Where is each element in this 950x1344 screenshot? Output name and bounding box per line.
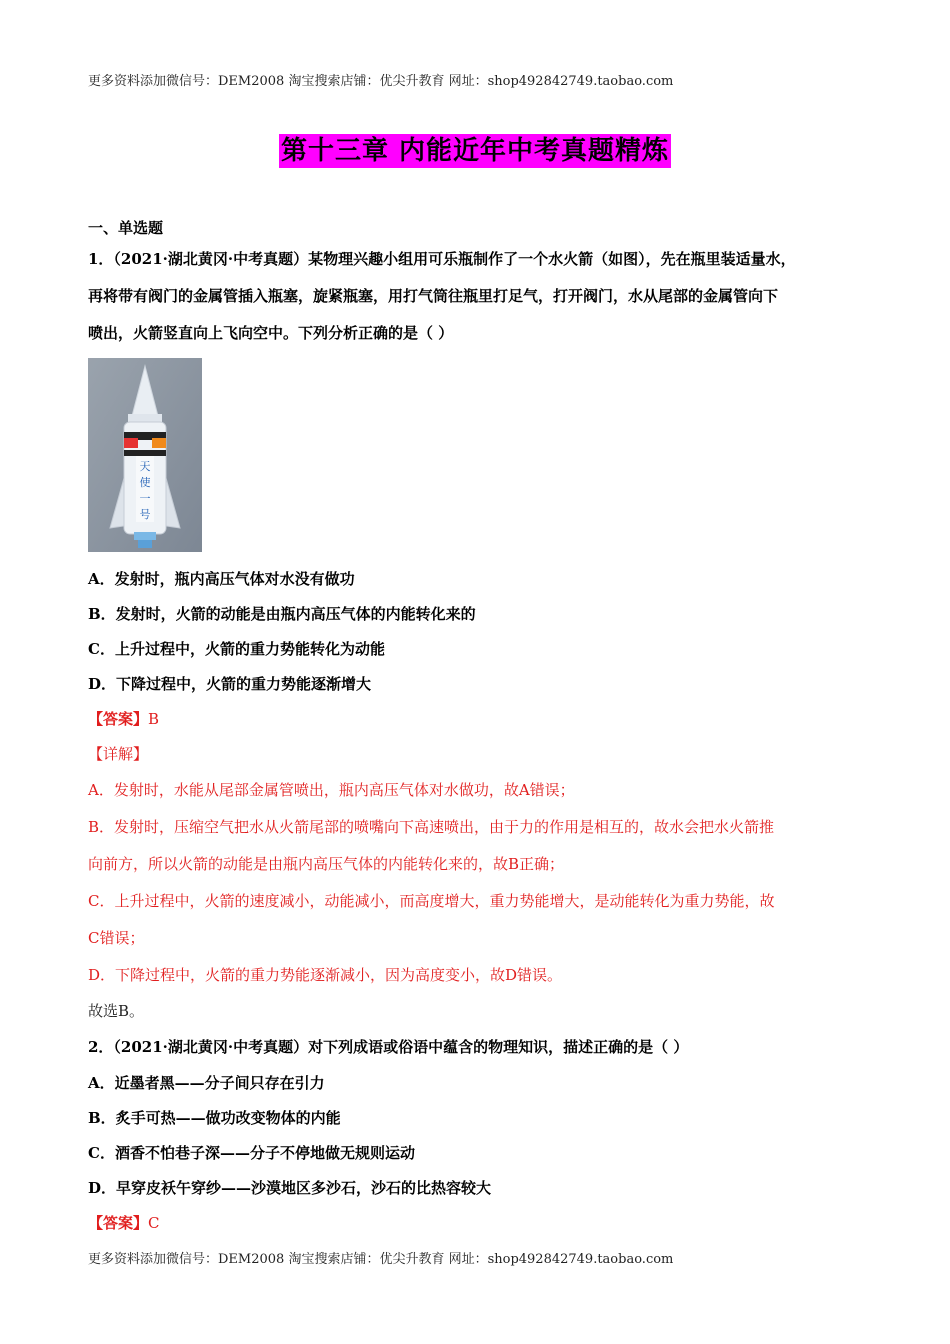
question-1-option-c: C．上升过程中，火箭的重力势能转化为动能 <box>88 640 385 658</box>
question-1-answer <box>88 702 873 737</box>
question-2-option-a: A．近墨者黑——分子间只存在引力 <box>88 1074 325 1092</box>
detail-line-6: D．下降过程中，火箭的重力势能逐渐减小，因为高度变小，故D错误。 <box>88 966 563 984</box>
water-rocket-figure <box>88 358 202 552</box>
detail-line-1: A．发射时，水能从尾部金属管喷出，瓶内高压气体对水做功，故A错误； <box>88 781 575 799</box>
question-1-option-a: A．发射时，瓶内高压气体对水没有做功 <box>88 570 355 588</box>
water-rocket-image <box>88 358 202 552</box>
question-1-conclusion: 故选B。 <box>88 1002 145 1020</box>
detail-label: 【详解】 <box>88 745 149 763</box>
figure-char-2: 使 <box>139 476 151 489</box>
question-1-stem-line3: 喷出，火箭竖直向上飞向空中。下列分析正确的是（ ） <box>88 324 454 342</box>
figure-char-4: 号 <box>139 508 151 521</box>
answer-label: 【答案】 <box>88 710 149 728</box>
page-title: 第十三章 内能近年中考真题精炼 <box>280 136 670 166</box>
question-1-option-d: D．下降过程中，火箭的重力势能逐渐增大 <box>88 675 372 693</box>
detail-line-3: 向前方，所以火箭的动能是由瓶内高压气体的内能转化来的，故B正确； <box>88 855 565 873</box>
question-1-option-b: B．发射时，火箭的动能是由瓶内高压气体的内能转化来的 <box>88 605 476 623</box>
page-footer: 更多资料添加微信号：DEM2008 淘宝搜索店铺：优尖升教育 网址：shop492842749.taobao.com <box>88 1252 674 1267</box>
answer-label: 【答案】 <box>88 1214 149 1232</box>
question-2-option-b: B．炙手可热——做功改变物体的内能 <box>88 1109 341 1127</box>
question-2-option-c: C．酒香不怕巷子深——分子不停地做无规则运动 <box>88 1144 415 1162</box>
figure-char-1: 天 <box>139 460 151 473</box>
document-body <box>88 217 873 1241</box>
question-1-stem-line1: 1．（2021·湖北黄冈·中考真题）某物理兴趣小组用可乐瓶制作了一个水火箭（如图），先在瓶里装适量水， <box>88 250 796 268</box>
detail-line-2: B．发射时，压缩空气把水从火箭尾部的喷嘴向下高速喷出，由于力的作用是相互的，故水会把水火箭推 <box>88 818 775 836</box>
question-2-answer <box>88 1206 873 1241</box>
figure-char-3: 一 <box>139 492 151 505</box>
detail-line-4: C．上升过程中，火箭的速度减小，动能减小，而高度增大，重力势能增大，是动能转化为重力势能，故 <box>88 892 775 910</box>
answer-value: B <box>148 710 160 728</box>
page-header: 更多资料添加微信号：DEM2008 淘宝搜索店铺：优尖升教育 网址：shop492842749.taobao.com <box>88 74 674 89</box>
detail-line-5: C错误； <box>88 929 145 947</box>
question-2-option-d: D．早穿皮袄午穿纱——沙漠地区多沙石，沙石的比热容较大 <box>88 1179 492 1197</box>
title-block <box>0 134 950 168</box>
answer-value: C <box>148 1214 160 1232</box>
question-2-stem: 2．（2021·湖北黄冈·中考真题）对下列成语或俗语中蕴含的物理知识，描述正确的是（ ） <box>88 1038 689 1056</box>
question-1-stem-line2: 再将带有阀门的金属管插入瓶塞，旋紧瓶塞，用打气筒往瓶里打足气，打开阀门，水从尾部的金属管向下 <box>88 287 779 305</box>
section-heading: 一、单选题 <box>88 219 164 237</box>
